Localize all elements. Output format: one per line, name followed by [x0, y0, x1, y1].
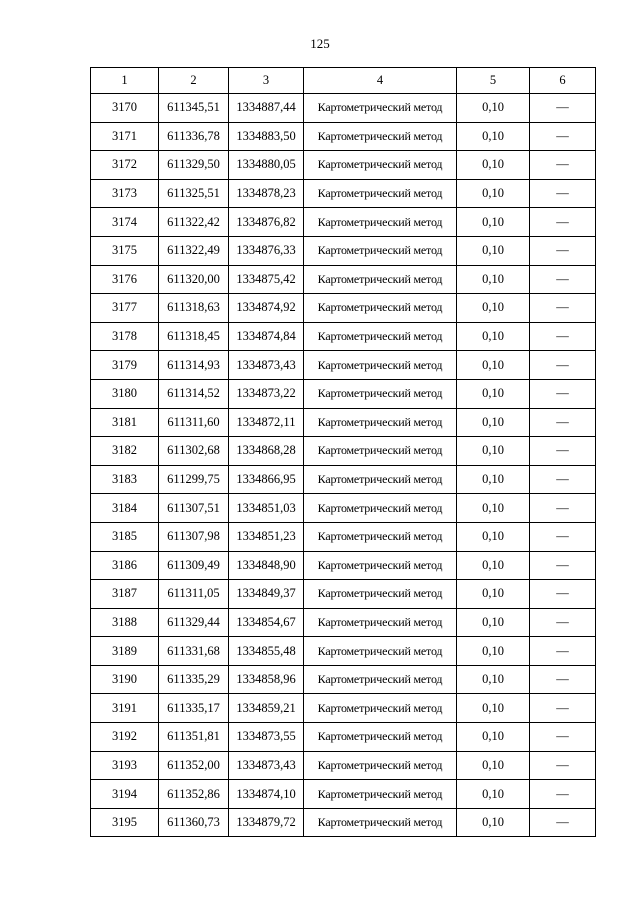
column-header-5: 5 — [457, 68, 530, 94]
method-cell: Картометрический метод — [304, 665, 457, 694]
y-coordinate-cell: 1334874,84 — [229, 322, 304, 351]
accuracy-cell: 0,10 — [457, 465, 530, 494]
method-cell: Картометрический метод — [304, 179, 457, 208]
column-header-2: 2 — [159, 68, 229, 94]
accuracy-cell: 0,10 — [457, 665, 530, 694]
x-coordinate-cell: 611307,98 — [159, 522, 229, 551]
note-cell: — — [530, 351, 596, 380]
accuracy-cell: 0,10 — [457, 437, 530, 466]
note-cell: — — [530, 665, 596, 694]
x-coordinate-cell: 611329,44 — [159, 608, 229, 637]
accuracy-cell: 0,10 — [457, 179, 530, 208]
y-coordinate-cell: 1334878,23 — [229, 179, 304, 208]
y-coordinate-cell: 1334874,10 — [229, 780, 304, 809]
note-cell: — — [530, 694, 596, 723]
point-number-cell: 3180 — [91, 379, 159, 408]
coordinates-table — [90, 67, 596, 837]
y-coordinate-cell: 1334887,44 — [229, 94, 304, 123]
note-cell: — — [530, 522, 596, 551]
y-coordinate-cell: 1334880,05 — [229, 151, 304, 180]
y-coordinate-cell: 1334876,82 — [229, 208, 304, 237]
method-cell: Картометрический метод — [304, 580, 457, 609]
point-number-cell: 3190 — [91, 665, 159, 694]
x-coordinate-cell: 611314,52 — [159, 379, 229, 408]
accuracy-cell: 0,10 — [457, 151, 530, 180]
y-coordinate-cell: 1334883,50 — [229, 122, 304, 151]
table-row — [91, 294, 596, 323]
method-cell: Картометрический метод — [304, 694, 457, 723]
y-coordinate-cell: 1334858,96 — [229, 665, 304, 694]
x-coordinate-cell: 611322,49 — [159, 236, 229, 265]
x-coordinate-cell: 611302,68 — [159, 437, 229, 466]
x-coordinate-cell: 611311,60 — [159, 408, 229, 437]
accuracy-cell: 0,10 — [457, 351, 530, 380]
x-coordinate-cell: 611352,86 — [159, 780, 229, 809]
table-row — [91, 408, 596, 437]
table-row — [91, 637, 596, 666]
point-number-cell: 3191 — [91, 694, 159, 723]
point-number-cell: 3186 — [91, 551, 159, 580]
method-cell: Картометрический метод — [304, 379, 457, 408]
table-row — [91, 208, 596, 237]
note-cell: — — [530, 122, 596, 151]
accuracy-cell: 0,10 — [457, 522, 530, 551]
note-cell: — — [530, 551, 596, 580]
y-coordinate-cell: 1334874,92 — [229, 294, 304, 323]
table-row — [91, 551, 596, 580]
note-cell: — — [530, 294, 596, 323]
point-number-cell: 3193 — [91, 751, 159, 780]
method-cell: Картометрический метод — [304, 465, 457, 494]
x-coordinate-cell: 611309,49 — [159, 551, 229, 580]
x-coordinate-cell: 611329,50 — [159, 151, 229, 180]
column-header-3: 3 — [229, 68, 304, 94]
method-cell: Картометрический метод — [304, 437, 457, 466]
y-coordinate-cell: 1334873,43 — [229, 351, 304, 380]
method-cell: Картометрический метод — [304, 236, 457, 265]
point-number-cell: 3188 — [91, 608, 159, 637]
note-cell: — — [530, 236, 596, 265]
x-coordinate-cell: 611322,42 — [159, 208, 229, 237]
column-header-1: 1 — [91, 68, 159, 94]
method-cell: Картометрический метод — [304, 122, 457, 151]
point-number-cell: 3189 — [91, 637, 159, 666]
accuracy-cell: 0,10 — [457, 808, 530, 837]
method-cell: Картометрический метод — [304, 637, 457, 666]
point-number-cell: 3179 — [91, 351, 159, 380]
accuracy-cell: 0,10 — [457, 494, 530, 523]
table-row — [91, 94, 596, 123]
note-cell: — — [530, 494, 596, 523]
accuracy-cell: 0,10 — [457, 608, 530, 637]
x-coordinate-cell: 611318,63 — [159, 294, 229, 323]
x-coordinate-cell: 611335,17 — [159, 694, 229, 723]
x-coordinate-cell: 611299,75 — [159, 465, 229, 494]
y-coordinate-cell: 1334859,21 — [229, 694, 304, 723]
x-coordinate-cell: 611314,93 — [159, 351, 229, 380]
table-row — [91, 437, 596, 466]
method-cell: Картометрический метод — [304, 408, 457, 437]
table-row — [91, 122, 596, 151]
note-cell: — — [530, 465, 596, 494]
point-number-cell: 3174 — [91, 208, 159, 237]
method-cell: Картометрический метод — [304, 151, 457, 180]
note-cell: — — [530, 808, 596, 837]
table-row — [91, 322, 596, 351]
table-row — [91, 723, 596, 752]
x-coordinate-cell: 611331,68 — [159, 637, 229, 666]
table-row — [91, 379, 596, 408]
method-cell: Картометрический метод — [304, 551, 457, 580]
point-number-cell: 3178 — [91, 322, 159, 351]
method-cell: Картометрический метод — [304, 751, 457, 780]
x-coordinate-cell: 611352,00 — [159, 751, 229, 780]
note-cell: — — [530, 751, 596, 780]
table-row — [91, 808, 596, 837]
point-number-cell: 3172 — [91, 151, 159, 180]
table-row — [91, 608, 596, 637]
y-coordinate-cell: 1334866,95 — [229, 465, 304, 494]
point-number-cell: 3187 — [91, 580, 159, 609]
note-cell: — — [530, 637, 596, 666]
table-row — [91, 665, 596, 694]
y-coordinate-cell: 1334876,33 — [229, 236, 304, 265]
method-cell: Картометрический метод — [304, 608, 457, 637]
method-cell: Картометрический метод — [304, 494, 457, 523]
table-body — [91, 94, 596, 837]
accuracy-cell: 0,10 — [457, 379, 530, 408]
method-cell: Картометрический метод — [304, 780, 457, 809]
table-row — [91, 522, 596, 551]
point-number-cell: 3176 — [91, 265, 159, 294]
note-cell: — — [530, 265, 596, 294]
table-row — [91, 236, 596, 265]
note-cell: — — [530, 94, 596, 123]
table-row — [91, 351, 596, 380]
table-row — [91, 265, 596, 294]
point-number-cell: 3175 — [91, 236, 159, 265]
accuracy-cell: 0,10 — [457, 294, 530, 323]
x-coordinate-cell: 611325,51 — [159, 179, 229, 208]
accuracy-cell: 0,10 — [457, 408, 530, 437]
accuracy-cell: 0,10 — [457, 265, 530, 294]
point-number-cell: 3194 — [91, 780, 159, 809]
y-coordinate-cell: 1334873,55 — [229, 723, 304, 752]
table-row — [91, 179, 596, 208]
y-coordinate-cell: 1334849,37 — [229, 580, 304, 609]
point-number-cell: 3170 — [91, 94, 159, 123]
table-row — [91, 694, 596, 723]
accuracy-cell: 0,10 — [457, 780, 530, 809]
point-number-cell: 3173 — [91, 179, 159, 208]
page-number: 125 — [310, 36, 330, 51]
note-cell: — — [530, 322, 596, 351]
y-coordinate-cell: 1334854,67 — [229, 608, 304, 637]
column-header-6: 6 — [530, 68, 596, 94]
note-cell: — — [530, 723, 596, 752]
y-coordinate-cell: 1334855,48 — [229, 637, 304, 666]
method-cell: Картометрический метод — [304, 265, 457, 294]
point-number-cell: 3192 — [91, 723, 159, 752]
table-row — [91, 465, 596, 494]
accuracy-cell: 0,10 — [457, 723, 530, 752]
y-coordinate-cell: 1334851,03 — [229, 494, 304, 523]
note-cell: — — [530, 608, 596, 637]
method-cell: Картометрический метод — [304, 723, 457, 752]
point-number-cell: 3182 — [91, 437, 159, 466]
x-coordinate-cell: 611311,05 — [159, 580, 229, 609]
note-cell: — — [530, 151, 596, 180]
y-coordinate-cell: 1334868,28 — [229, 437, 304, 466]
x-coordinate-cell: 611320,00 — [159, 265, 229, 294]
accuracy-cell: 0,10 — [457, 322, 530, 351]
accuracy-cell: 0,10 — [457, 580, 530, 609]
x-coordinate-cell: 611307,51 — [159, 494, 229, 523]
method-cell: Картометрический метод — [304, 351, 457, 380]
note-cell: — — [530, 208, 596, 237]
note-cell: — — [530, 179, 596, 208]
y-coordinate-cell: 1334848,90 — [229, 551, 304, 580]
method-cell: Картометрический метод — [304, 522, 457, 551]
y-coordinate-cell: 1334875,42 — [229, 265, 304, 294]
point-number-cell: 3185 — [91, 522, 159, 551]
y-coordinate-cell: 1334872,11 — [229, 408, 304, 437]
point-number-cell: 3181 — [91, 408, 159, 437]
accuracy-cell: 0,10 — [457, 236, 530, 265]
y-coordinate-cell: 1334879,72 — [229, 808, 304, 837]
accuracy-cell: 0,10 — [457, 751, 530, 780]
accuracy-cell: 0,10 — [457, 551, 530, 580]
point-number-cell: 3183 — [91, 465, 159, 494]
table-row — [91, 580, 596, 609]
note-cell: — — [530, 437, 596, 466]
x-coordinate-cell: 611336,78 — [159, 122, 229, 151]
note-cell: — — [530, 379, 596, 408]
point-number-cell: 3177 — [91, 294, 159, 323]
note-cell: — — [530, 408, 596, 437]
y-coordinate-cell: 1334873,43 — [229, 751, 304, 780]
table-row — [91, 151, 596, 180]
point-number-cell: 3195 — [91, 808, 159, 837]
x-coordinate-cell: 611318,45 — [159, 322, 229, 351]
note-cell: — — [530, 780, 596, 809]
method-cell: Картометрический метод — [304, 94, 457, 123]
x-coordinate-cell: 611360,73 — [159, 808, 229, 837]
note-cell: — — [530, 580, 596, 609]
accuracy-cell: 0,10 — [457, 637, 530, 666]
x-coordinate-cell: 611345,51 — [159, 94, 229, 123]
y-coordinate-cell: 1334851,23 — [229, 522, 304, 551]
y-coordinate-cell: 1334873,22 — [229, 379, 304, 408]
table-header — [91, 68, 596, 94]
table-row — [91, 780, 596, 809]
table-row — [91, 751, 596, 780]
accuracy-cell: 0,10 — [457, 122, 530, 151]
method-cell: Картометрический метод — [304, 294, 457, 323]
method-cell: Картометрический метод — [304, 208, 457, 237]
column-header-4: 4 — [304, 68, 457, 94]
point-number-cell: 3171 — [91, 122, 159, 151]
table-row — [91, 494, 596, 523]
header-row — [91, 68, 596, 94]
method-cell: Картометрический метод — [304, 322, 457, 351]
accuracy-cell: 0,10 — [457, 208, 530, 237]
point-number-cell: 3184 — [91, 494, 159, 523]
method-cell: Картометрический метод — [304, 808, 457, 837]
accuracy-cell: 0,10 — [457, 94, 530, 123]
accuracy-cell: 0,10 — [457, 694, 530, 723]
x-coordinate-cell: 611335,29 — [159, 665, 229, 694]
x-coordinate-cell: 611351,81 — [159, 723, 229, 752]
